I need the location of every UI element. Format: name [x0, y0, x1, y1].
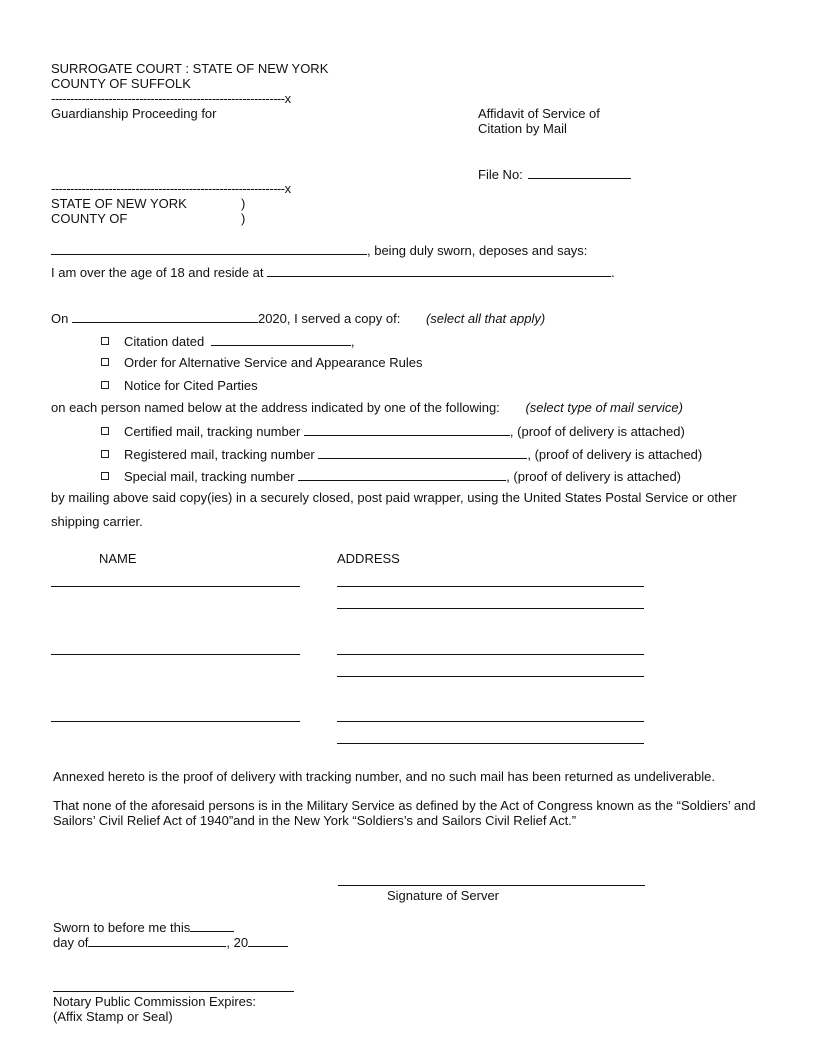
mailing-text-line1: by mailing above said copy(ies) in a securely closed, post paid wrapper, using the United States Postal Service or other: [51, 490, 737, 505]
name-field-2[interactable]: [51, 654, 300, 655]
sworn-row: [53, 919, 234, 935]
checkbox[interactable]: [101, 472, 109, 480]
address-column-header: ADDRESS: [337, 551, 400, 566]
court-heading: SURROGATE COURT : STATE OF NEW YORK: [51, 61, 329, 76]
select-all-note: (select all that apply): [425, 311, 546, 326]
document-title-line2: Citation by Mail: [478, 121, 567, 136]
address-field-1a[interactable]: [337, 586, 644, 587]
option-label: Order for Alternative Service and Appearance Rules: [124, 355, 423, 370]
address-field-3a[interactable]: [337, 721, 644, 722]
year-prefix: , 20: [226, 935, 249, 950]
sworn-label: Sworn to before me this: [53, 920, 191, 935]
mail-option-certified[interactable]: Certified mail, tracking number , (proof of delivery is attached): [101, 423, 685, 439]
residence-period: .: [611, 265, 615, 280]
on-label: On: [51, 311, 69, 326]
year-field[interactable]: [248, 934, 288, 947]
venue-paren-2: ): [241, 211, 246, 226]
citation-date-field[interactable]: [211, 333, 351, 346]
document-option-citation[interactable]: Citation dated ,: [101, 333, 354, 349]
mail-option-registered[interactable]: Registered mail, tracking number , (proof of delivery is attached): [101, 446, 702, 462]
mail-option-special[interactable]: Special mail, tracking number , (proof of delivery is attached): [101, 468, 681, 484]
checkbox[interactable]: [101, 450, 109, 458]
each-person-row: [51, 400, 683, 415]
proceeding-label: Guardianship Proceeding for: [51, 106, 217, 121]
file-no-field[interactable]: [528, 166, 631, 179]
military-statement-line2: Sailors’ Civil Relief Act of 1940”and in the New York “Soldiers’s and Sailors Civil Relief Act.”: [53, 813, 577, 828]
deponent-row: [51, 242, 587, 258]
annexed-statement: Annexed hereto is the proof of delivery with tracking number, and no such mail has been returned as undeliverable.: [53, 769, 715, 784]
server-signature-line[interactable]: [338, 885, 645, 886]
checkbox[interactable]: [101, 358, 109, 366]
tracking-number-field[interactable]: [318, 446, 527, 459]
served-date-field[interactable]: [72, 310, 258, 323]
select-mail-note: (select type of mail service): [525, 400, 683, 415]
document-title-line1: Affidavit of Service of: [478, 106, 600, 121]
residence-row: [51, 264, 615, 280]
address-field-2a[interactable]: [337, 654, 644, 655]
option-label: Notice for Cited Parties: [124, 378, 258, 393]
document-option-notice[interactable]: [101, 378, 258, 393]
option-label: Special mail, tracking number: [124, 469, 295, 484]
name-field-1[interactable]: [51, 586, 300, 587]
notary-commission-label: Notary Public Commission Expires:: [53, 994, 257, 1009]
tracking-number-field[interactable]: [298, 468, 506, 481]
served-text: 2020, I served a copy of:: [257, 311, 401, 326]
checkbox[interactable]: [101, 381, 109, 389]
option-label: Registered mail, tracking number: [124, 447, 315, 462]
deponent-name-field[interactable]: [51, 242, 367, 255]
each-person-text: on each person named below at the address indicated by one of the following:: [51, 400, 500, 415]
checkbox[interactable]: [101, 337, 109, 345]
file-no-label: File No:: [478, 167, 523, 182]
served-row: [51, 310, 545, 326]
month-field[interactable]: [88, 934, 226, 947]
checkbox[interactable]: [101, 427, 109, 435]
option-label: Citation dated: [124, 334, 205, 349]
sworn-text: , being duly sworn, deposes and says:: [367, 243, 588, 258]
document-option-order[interactable]: [101, 355, 422, 370]
tracking-number-field[interactable]: [304, 423, 510, 436]
name-column-header: NAME: [99, 551, 137, 566]
caption-divider-top: -------------------------------------------------------------x: [51, 91, 291, 106]
day-of-label: day of: [53, 935, 89, 950]
age-text: I am over the age of 18 and reside at: [51, 265, 264, 280]
county-heading: COUNTY OF SUFFOLK: [51, 76, 191, 91]
option-label: Certified mail, tracking number: [124, 424, 301, 439]
day-of-row: [53, 934, 288, 950]
notary-stamp-label: (Affix Stamp or Seal): [53, 1009, 173, 1024]
caption-divider-bottom: -------------------------------------------------------------x: [51, 181, 291, 196]
address-field-3b[interactable]: [337, 743, 644, 744]
address-field-2b[interactable]: [337, 676, 644, 677]
venue-paren-1: ): [241, 196, 246, 211]
mailing-text-line2: shipping carrier.: [51, 514, 143, 529]
address-field-1b[interactable]: [337, 608, 644, 609]
name-field-3[interactable]: [51, 721, 300, 722]
server-signature-label: Signature of Server: [387, 888, 500, 903]
military-statement-line1: That none of the aforesaid persons is in the Military Service as defined by the Act of Congress known as the “Soldiers’ and: [53, 798, 756, 813]
venue-county: COUNTY OF: [51, 211, 128, 226]
notary-signature-line[interactable]: [53, 991, 294, 992]
file-no-row: [478, 166, 631, 182]
sworn-day-field[interactable]: [190, 919, 234, 932]
residence-field[interactable]: [267, 264, 611, 277]
venue-state: STATE OF NEW YORK: [51, 196, 187, 211]
